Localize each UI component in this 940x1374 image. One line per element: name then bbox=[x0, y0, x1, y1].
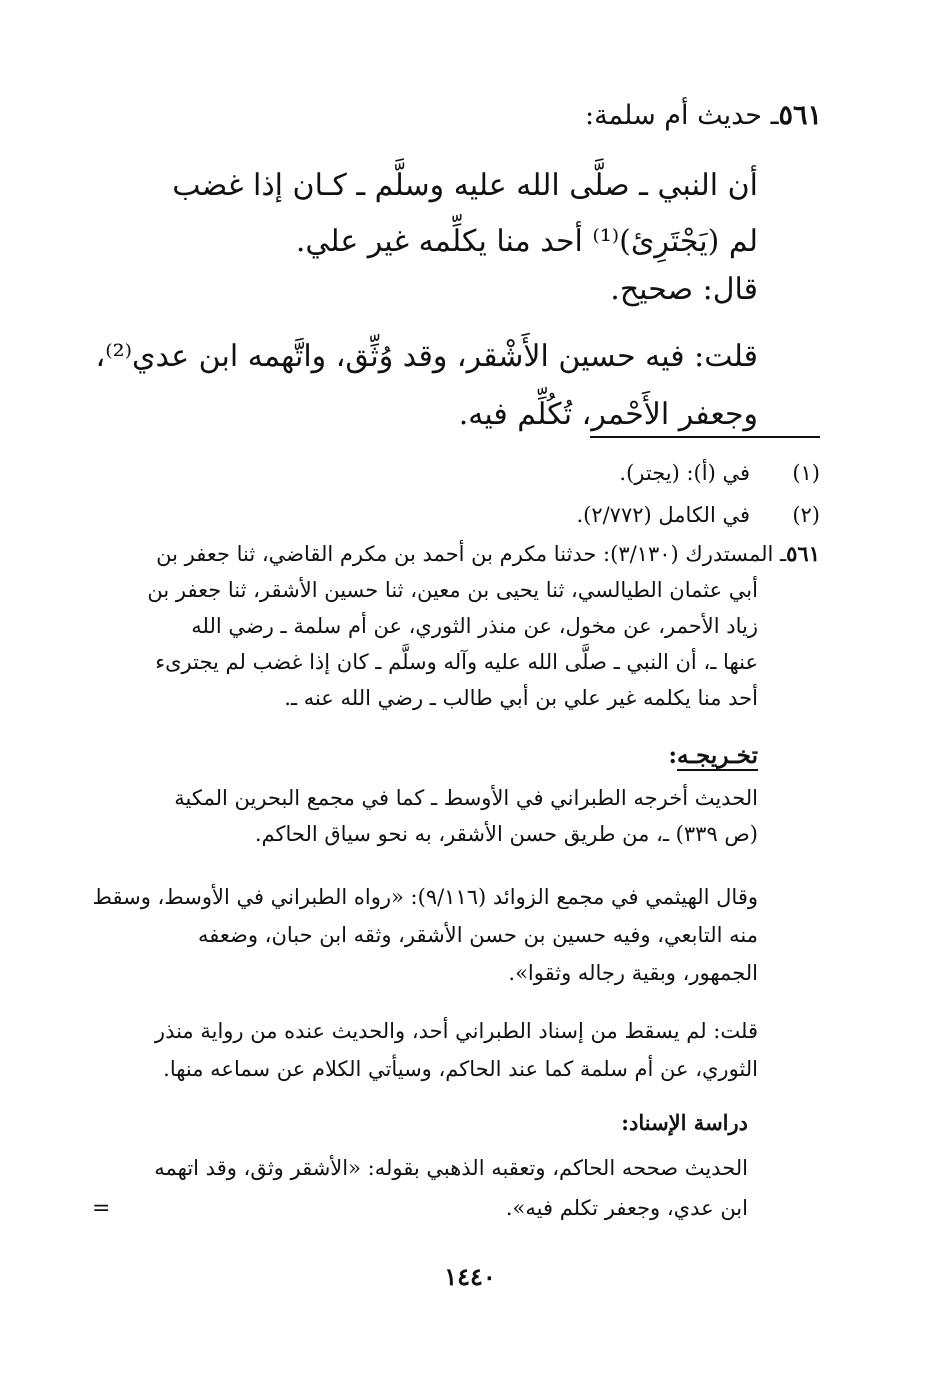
author-remark-line: وجعفر الأَحْمر، تُكُلِّم فيه. bbox=[458, 397, 758, 432]
footnote-text: في الكامل (٢/٧٧٢). bbox=[576, 503, 750, 527]
hadith-text-line: أن النبي ـ صلَّى الله عليه وسلَّم ـ كـان إذا غضب bbox=[172, 168, 758, 203]
continuation-mark: = bbox=[92, 1196, 111, 1221]
author-response bbox=[128, 1012, 758, 1088]
commentary-body bbox=[120, 572, 820, 716]
takhrij-heading-text: تخـريجـه bbox=[677, 742, 758, 769]
hadith-number: ٥٦١ bbox=[778, 100, 822, 131]
takhrij-paragraph bbox=[128, 780, 758, 852]
commentary-line: أبي عثمان الطيالسي، ثنا يحيى بن معين، ثنا حسين الأشقر، ثنا جعفر بن bbox=[147, 578, 758, 602]
author-response-line: الثوري، عن أم سلمة كما عند الحاكم، وسيأتي الكلام عن سماعه منها. bbox=[163, 1057, 758, 1081]
footnote-number: (١) bbox=[792, 461, 820, 485]
footnote-number: (٢) bbox=[792, 503, 820, 527]
takhrij-line: (ص ٣٣٩) ـ، من طريق حسن الأشقر، به نحو سياق الحاكم. bbox=[254, 822, 758, 846]
hadith-text bbox=[118, 158, 758, 270]
commentary-first-text: ـ المستدرك (٣/١٣٠): حدثنا مكرم بن أحمد بن مكرم القاضي، ثنا جعفر بن bbox=[156, 542, 787, 566]
isnad-paragraph bbox=[128, 1148, 748, 1228]
isnad-line: الحديث صححه الحاكم، وتعقبه الذهبي بقوله: «الأشقر وثق، وقد اتهمه bbox=[154, 1156, 748, 1180]
footnote bbox=[120, 452, 820, 494]
hadith-text-line: لم (يَجْتَرِئ)⁽¹⁾ أحد منا يكلِّمه غير علي. bbox=[295, 224, 758, 259]
takhrij-line: الحديث أخرجه الطبراني في الأوسط ـ كما في مجمع البحرين المكية bbox=[174, 786, 758, 810]
hakim-verdict: قال: صحيح. bbox=[610, 272, 758, 307]
commentary-line: زياد الأحمر، عن مخول، عن منذر الثوري، عن أم سلمة ـ رضي الله bbox=[191, 614, 758, 638]
page-number: ١٤٤٠ bbox=[444, 1262, 496, 1291]
commentary-line: عنها ـ، أن النبي ـ صلَّى الله عليه وآله وسلَّم ـ كان إذا غضب لم يجترىء bbox=[155, 650, 758, 674]
takhrij-heading-colon: : bbox=[668, 742, 677, 769]
haythami-line: وقال الهيثمي في مجمع الزوائد (٩/١١٦): «رواه الطبراني في الأوسط، وسقط bbox=[92, 885, 758, 909]
takhrij-heading bbox=[669, 742, 759, 769]
footnote bbox=[120, 494, 820, 536]
hadith-title-text: ـ حديث أم سلمة: bbox=[584, 100, 779, 131]
haythami-quote bbox=[92, 878, 758, 992]
author-response-line: قلت: لم يسقط من إسناد الطبراني أحد، والحديث عنده من رواية منذر bbox=[154, 1019, 758, 1043]
commentary-number: ٥٦١ bbox=[786, 541, 820, 566]
commentary-first-line bbox=[120, 536, 820, 572]
isnad-line: ابن عدي، وجعفر تكلم فيه». bbox=[505, 1196, 748, 1220]
haythami-line: منه التابعي، وفيه حسين بن حسن الأشقر، وثقه ابن حبان، وضعفه bbox=[198, 923, 758, 947]
footnotes bbox=[120, 452, 820, 536]
footnote-text: في (أ): (يجتر). bbox=[619, 461, 750, 485]
footnote-divider bbox=[590, 436, 820, 438]
hadith-title bbox=[585, 100, 822, 131]
author-remark bbox=[95, 328, 758, 444]
commentary-line: أحد منا يكلمه غير علي بن أبي طالب ـ رضي الله عنه ـ. bbox=[284, 686, 758, 710]
commentary-source bbox=[120, 536, 820, 716]
isnad-heading: دراسة الإسناد: bbox=[621, 1110, 748, 1135]
author-remark-line: قلت: فيه حسين الأَشْقر، وقد وُثِّق، واتَّهمه ابن عدي⁽²⁾، bbox=[95, 339, 758, 374]
haythami-line: الجمهور، وبقية رجاله وثقوا». bbox=[508, 961, 758, 985]
